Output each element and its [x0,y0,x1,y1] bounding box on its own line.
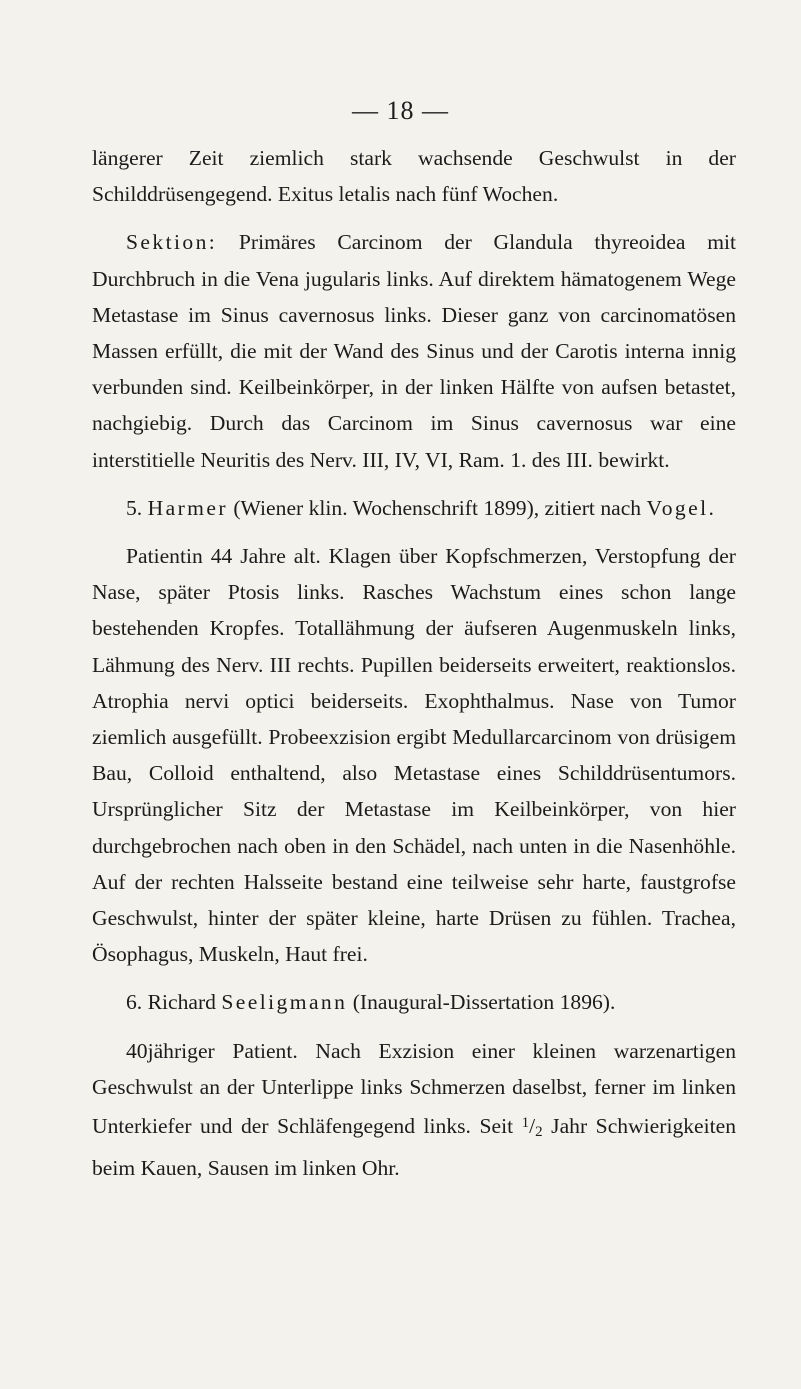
case-author: Harmer [147,495,228,520]
cited-author: Vogel [646,495,709,520]
case-heading-5 [92,490,736,526]
paragraph-text: längerer Zeit ziemlich stark wachsende Geschwulst in der Schilddrüsengegend. Exitus letalis nach fünf Wochen. [92,146,736,207]
paragraph-case-5 [92,538,736,972]
paragraph-continuation [92,140,736,212]
case-author: Seeligmann [221,990,348,1015]
paragraph-case-6 [92,1033,736,1187]
fraction-numerator: 1 [521,1115,530,1132]
paragraph-sektion [92,224,736,477]
case-first-name: Richard [147,990,216,1015]
case-number: 6. [126,990,143,1015]
paragraph-text: Primäres Carcinom der Glandula thyreoidea mit Durchbruch in die Vena jugularis links. Auf direktem hämatogenem Wege Metastase im Sinus cavernosus links. Dieser ganz von carcinomatösen Massen erfüllt, die mit der Wand des Sinus und der Carotis interna innig verbunden sind. Keilbeinkörper, in der linken Hälfte von aufsen betastet, nachgiebig. Durch das Carcinom im Sinus cavernosus war eine interstitielle Neuritis des Nerv. III, IV, VI, Ram. 1. des III. bewirkt. [92,230,736,472]
case-heading-6 [92,984,736,1020]
body-text [92,140,736,1186]
fraction-denominator: 2 [535,1124,543,1141]
sektion-label: Sektion: [126,230,218,255]
case-source: (Inaugural-Dissertation 1896). [347,990,616,1015]
case-number: 5. [126,495,143,520]
fraction-slash: / [529,1114,536,1139]
paragraph-text-end: Jahr Schwierigkeiten beim Kauen, Sausen im linken Ohr. [92,1114,736,1181]
paragraph-text: Patientin 44 Jahre alt. Klagen über Kopfschmerzen, Verstopfung der Nase, später Ptosis links. Rasches Wachstum eines schon lange bestehenden Kropfes. Totallähmung der äufseren Augenmuskeln links, Lähmung des Nerv. III rechts. Pupillen beiderseits erweitert, reaktionslos. Atrophia nervi optici beiderseits. Exophthalmus. Nase von Tumor ziemlich ausgefüllt. Probeexzision ergibt Medullarcarcinom von drüsigem Bau, Colloid enthaltend, also Metastase eines Schilddrüsentumors. Ursprünglicher Sitz der Metastase im Keilbeinkörper, von hier durchgebrochen nach oben in den Schädel, nach unten in die Nasenhöhle. Auf der rechten Halsseite bestand eine teilweise sehr harte, faustgrofse Geschwulst, hinter der später kleine, harte Drüsen zu fühlen. Trachea, Ösophagus, Muskeln, Haut frei. [92,544,736,967]
case-heading-end: . [708,495,714,520]
case-source: (Wiener klin. Wochenschrift 1899), zitiert nach [227,495,647,520]
page-number: — 18 — [352,96,449,125]
paragraph-text: 40jähriger Patient. Nach Exzision einer kleinen warzenartigen Geschwulst an der Unterlippe links Schmerzen daselbst, ferner im linken Unterkiefer und der Schläfengegend links. Seit [92,1038,736,1139]
